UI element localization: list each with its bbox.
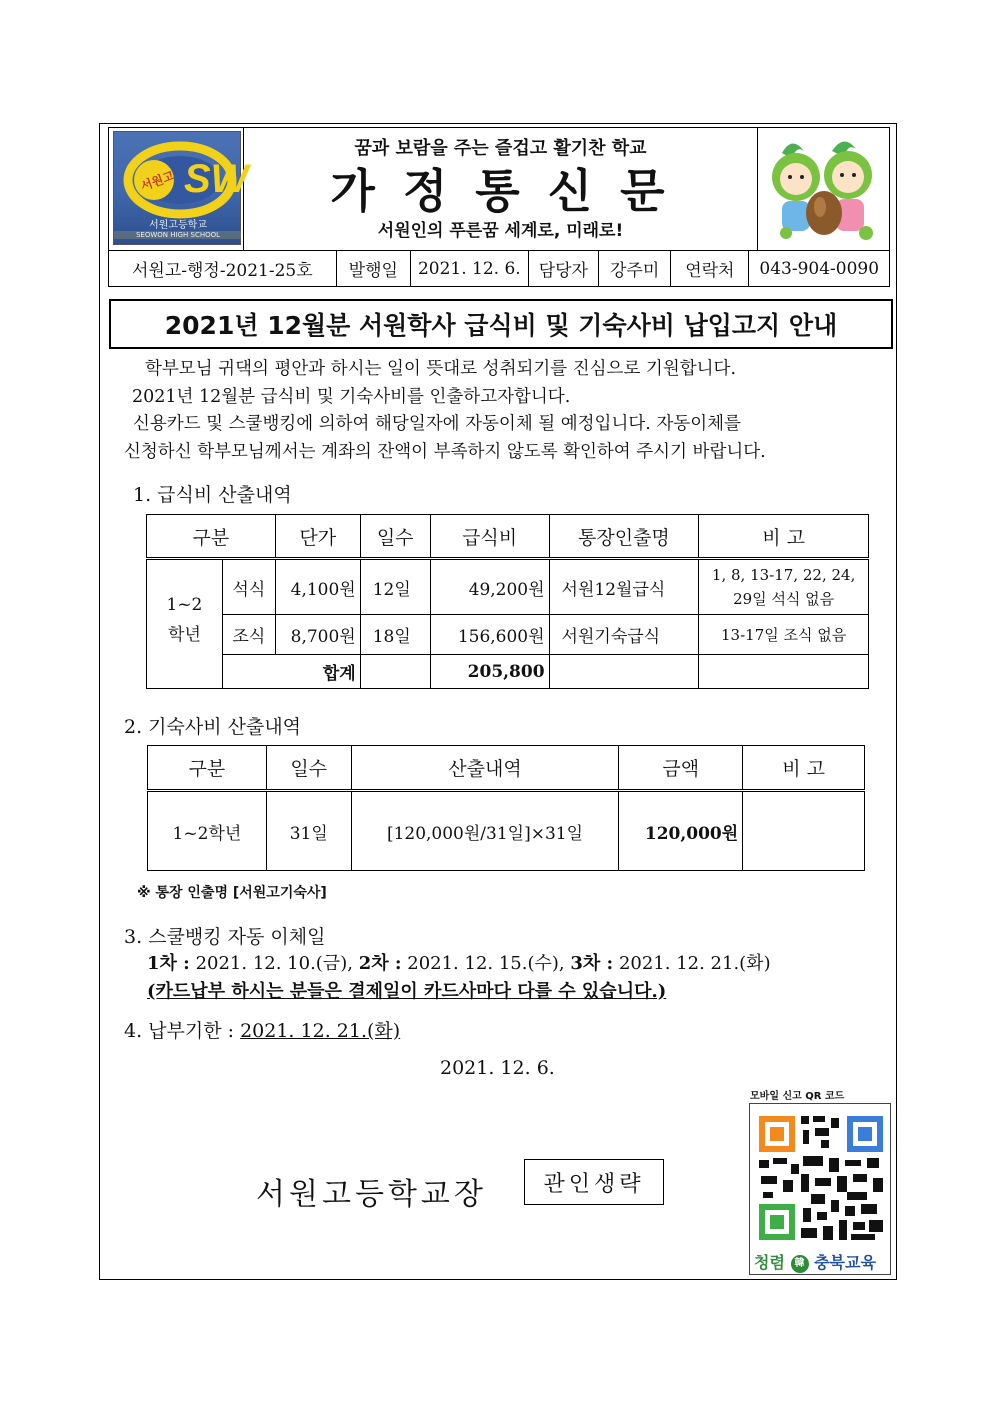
dorm-cost-table [147, 745, 865, 871]
table-row [147, 559, 869, 615]
section1-title: 1. 급식비 산출내역 [133, 484, 292, 506]
contact-number: 043-904-0090 [759, 258, 880, 279]
round3-date: 2021. 12. 21.(화) [618, 953, 771, 974]
payment-deadline [124, 1016, 400, 1043]
brand-logo [754, 1250, 888, 1273]
calculation: [120,000원/31일]×31일 [351, 791, 619, 871]
col-header-days: 일수 [360, 515, 430, 559]
mascot-image [762, 133, 886, 245]
empty-cell [549, 655, 699, 689]
total-row [147, 655, 869, 689]
meal-type: 석식 [222, 559, 275, 615]
bank-name: 서원기숙급식 [549, 615, 699, 655]
principal-name: 서원고등학교장 [256, 1177, 487, 1212]
note [743, 791, 865, 871]
logo-badge: 서원고 [138, 168, 177, 194]
deadline-label: 4. 납부기한 : [124, 1020, 235, 1042]
notice-title: 2021년 12월분 서원학사 급식비 및 기숙사비 납입고지 안내 [109, 299, 893, 349]
round2-label: 2차 : [358, 953, 402, 974]
days: 12일 [360, 559, 430, 615]
total-amount: 205,800 [430, 655, 549, 689]
note-line: 29일 석식 없음 [733, 590, 835, 608]
qr-code-icon[interactable] [751, 1108, 891, 1248]
logo-name-ko: 서원고등학교 [149, 220, 207, 231]
col-header-days: 일수 [266, 746, 351, 791]
header-divider [757, 127, 758, 251]
transfer-dates [147, 949, 771, 975]
section2-title: 2. 기숙사비 산출내역 [124, 716, 302, 738]
grade-group-cell [147, 559, 223, 689]
brand-mark-icon: 韓 [791, 1255, 809, 1273]
unit-price: 8,700원 [275, 615, 360, 655]
col-header-bank-name: 통장인출명 [549, 515, 699, 559]
meal-cost: 156,600원 [430, 615, 549, 655]
bank-name: 서원12월급식 [549, 559, 699, 615]
total-label: 합계 [222, 655, 360, 689]
issue-date: 2021. 12. 6. [411, 251, 529, 286]
intro-line: 신청하신 학부모님께서는 계좌의 잔액이 부족하지 않도록 확인하여 주시기 바랍니다. [124, 442, 766, 462]
newsletter-title: 가 정 통 신 문 [330, 164, 671, 218]
table-row [147, 615, 869, 655]
seal-omitted-box: 관인생략 [524, 1159, 664, 1205]
bank-name-footnote: ※ 통장 인출명 [서원고기숙사] [137, 885, 327, 901]
svg-text:SW: SW [184, 157, 249, 201]
empty-cell [699, 655, 869, 689]
empty-cell [360, 655, 430, 689]
qr-code-panel[interactable] [749, 1103, 891, 1275]
col-header-note: 비 고 [743, 746, 865, 791]
dorm-amount: 120,000원 [619, 791, 743, 871]
grade-group-line: 1~2 [166, 595, 203, 615]
qr-caption: 모바일 신고 QR 코드 [750, 1091, 845, 1102]
school-motto: 꿈과 보람을 주는 즐겁고 활기찬 학교 [354, 138, 647, 159]
col-header-calculation: 산출내역 [351, 746, 619, 791]
intro-line: 2021년 12월분 급식비 및 기숙사비를 인출하고자합니다. [132, 387, 571, 407]
meal-cost-table [146, 514, 869, 689]
round2-date: 2021. 12. 15.(수), [407, 953, 565, 974]
issue-label: 발행일 [337, 251, 411, 286]
letter-date: 2021. 12. 6. [440, 1057, 555, 1079]
intro-line: 학부모님 귀댁의 평안과 하시는 일이 뜻대로 성취되기를 진심으로 기원합니다. [145, 359, 737, 379]
col-header-category: 구분 [148, 746, 267, 791]
grade-group-line: 학년 [168, 625, 201, 645]
days: 31일 [266, 791, 351, 871]
manager-label: 담당자 [529, 251, 599, 286]
doc-number: 서원고-행정-2021-25호 [109, 251, 337, 286]
col-header-amount: 금액 [619, 746, 743, 791]
card-payment-note: (카드납부 하시는 분들은 결제일이 카드사마다 다를 수 있습니다.) [147, 981, 667, 1002]
note-line: 1, 8, 13-17, 22, 24, [711, 566, 856, 584]
col-header-category: 구분 [147, 515, 276, 559]
round3-label: 3차 : [570, 953, 614, 974]
brand-text-integrity: 청렴 [754, 1253, 785, 1272]
document-meta-row [108, 251, 890, 287]
meal-type: 조식 [222, 615, 275, 655]
school-logo [113, 131, 249, 245]
days: 18일 [360, 615, 430, 655]
brand-text-edu: 충북교육 [814, 1253, 876, 1272]
intro-line: 신용카드 및 스쿨뱅킹에 의하여 해당일자에 자동이체 될 예정입니다. 자동이체를 [133, 414, 741, 434]
school-slogan: 서원인의 푸른꿈 세계로, 미래로! [377, 221, 624, 241]
unit-price: 4,100원 [275, 559, 360, 615]
round1-label: 1차 : [147, 953, 190, 974]
manager-name: 강주미 [599, 251, 671, 286]
round1-date: 2021. 12. 10.(금), [195, 953, 353, 974]
deadline-date: 2021. 12. 21.(화) [240, 1020, 401, 1042]
grade-group: 1~2학년 [148, 791, 267, 871]
contact-label: 연락처 [671, 251, 749, 286]
section3-title: 3. 스쿨뱅킹 자동 이체일 [124, 926, 326, 948]
col-header-note: 비 고 [699, 515, 869, 559]
note: 13-17일 조식 없음 [699, 615, 869, 655]
meal-cost: 49,200원 [430, 559, 549, 615]
logo-name-en: SEOWON HIGH SCHOOL [114, 231, 242, 239]
col-header-meal-cost: 급식비 [430, 515, 549, 559]
note [699, 559, 869, 615]
table-row [148, 791, 865, 871]
col-header-unit-price: 단가 [275, 515, 360, 559]
